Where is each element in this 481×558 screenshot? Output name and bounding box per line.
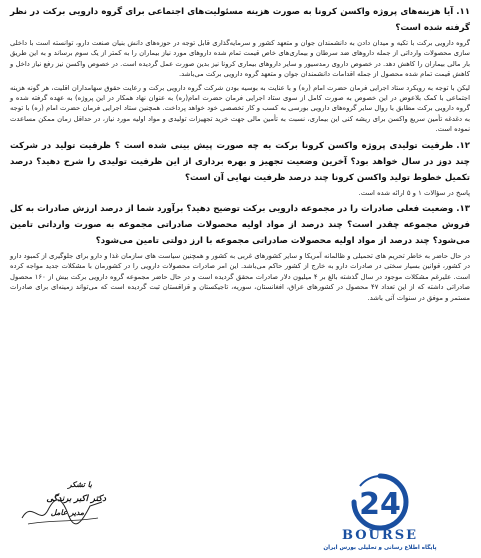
question-number: ۱۳. <box>456 204 470 215</box>
document-footer <box>0 472 481 558</box>
logo-tagline: پایگاه اطلاع رسانی و تحلیلی بورس ایران <box>323 545 437 551</box>
question-section <box>10 4 470 135</box>
question-number: ۱۲. <box>456 140 470 151</box>
answer-paragraph: در حال حاضر به خاطر تحریم های تحمیلی و ظالمانه آمریکا و سایر کشورهای غربی به کشور و همچنین سیاست های سازمان غذا و دارو برای جلوگیری از کمبود دارو در کشور، قوانین بسیار سختی در صادرات دارو به خارج از کشور حاکم می‌باشد. این امر صادرات محصولات دارویی را در کشورمان با مشکلات جدید مواجه کرده است. علیرغم مشکلات موجود در سال گذشته بالغ بر ۴ میلیون دلار صادرات محقق گردیده است و در حال حاضر مجموعه گروه دارویی برکت بیش از ۱۶۰ محصول صادراتی داشته که از این تعداد ۴۷ محصول در کشورهای عراق، افغانستان، سوریه، تاجیکستان و قزاقستان ثبت گردیده است که می‌تواند زمینه‌ای برای صادرات مستمر و موفق در سنوات آتی باشد. <box>10 252 471 302</box>
handwritten-signature <box>18 492 108 532</box>
question-section <box>10 201 470 303</box>
signature-name: دکتر اکبر برندگی <box>46 494 106 504</box>
logo-number: 24 <box>359 487 401 522</box>
question-section <box>10 138 470 198</box>
question-heading <box>10 138 470 186</box>
answer-paragraph: پاسخ در سؤالات ۱ و ۵ ارائه شده است. <box>358 188 470 197</box>
question-title: آیا هزینه‌های پروژه واکسن کرونا به صورت هزینه مسئولیت‌های اجتماعی برای گروه دارویی برکت در نظر گرفته شده است؟ <box>10 7 470 33</box>
answer-paragraph: لیکن با توجه به رویکرد ستاد اجرایی فرمان حضرت امام (ره) و با عنایت به بوسیه بودن شرکت گروه دارویی برکت و رعایت حقوق سهامداران اقلیت، هر گونه هزینه اجتماعی با کمک بلاعوض در این خصوص به صورت کامل از سوی ستاد اجرایی فرمان حضرت امام(ره) به عنوان نهاد همکار در این پروژه) به عهده گرفته شده و گروه دارویی برکت مطابق با روال سایر گروه‌های دارویی بورسی به کسب و کار تخصصی خود خواهد پرداخت. همچنین ستاد اجرایی فرمان حضرت امام (ره) با توجه به دغدغه تأمین سریع واکسن برای ریشه کنی این بیماری، نسبت به تأمین مالی جهت خرید تجهیزات تولیدی و مواد اولیه مورد نیاز، در حداقل زمان ممکن مساعدت نموده است. <box>10 83 470 134</box>
logo-emblem-icon <box>320 472 440 532</box>
document-body <box>10 4 470 306</box>
question-number: ۱۱. <box>456 7 470 17</box>
signature-title: مدیر عامل <box>50 508 84 517</box>
question-title: وضعیت فعلی صادرات را در مجموعه دارویی برکت توضیح دهید؟ برآورد شما از درصد ارزش صادرات به کل فروش مجموعه چقدر است؟ چند درصد از مواد اولیه محصولات صادراتی مجموعه به صورت وارداتی تامین می‌شود؟ چند درصد از مواد اولیه محصولات صادراتی مجموعه با ارز دولتی تامین می‌شود؟ <box>9 204 470 247</box>
bourse24-logo <box>320 472 440 558</box>
signature-closing: با تشکر <box>67 480 92 489</box>
question-heading <box>10 201 470 249</box>
question-heading <box>10 4 470 36</box>
answer-paragraph: گروه دارویی برکت با تکیه و میدان دادن به دانشمندان جوان و متعهد کشور و سرمایه‌گذاری قابل توجه در حوزه‌های دانش بنیان صنعت دارو، توانسته است با داخلی سازی محصولات وارداتی از جمله داروهای ضد سرطان و بیماری‌های خاص قیمت تمام شده داروهای مورد نیاز بیماران را به کمتر از یک سوم برساند و به این طریق بار مالی بیماران را کاهش دهد. در خصوص داروی رمدسیور و سایر داروهای بیماری کرونا نیز بدین صورت عمل گردیده است. در خصوص واکسن نیز رفع نیاز داخل و کاهش قیمت تمام شده محصول از جمله اقدامات دانشمندان جوان و متعهد گروه دارویی برکت می‌باشد. <box>10 39 470 79</box>
question-title: ظرفیت تولیدی پروژه واکسن کرونا برکت به چه صورت پیش بینی شده است ؟ ظرفیت تولید در شرکت چند دوز در سال خواهد بود؟ آخرین وضعیت تجهیز و بهره برداری از این ظرفیت تولیدی را شرح دهید؟ درصد تکمیل خطوط تولید واکسن کرونا چند درصد ظرفیت نهایی آن است؟ <box>10 140 470 183</box>
logo-wordmark: BOURSE <box>342 528 418 543</box>
